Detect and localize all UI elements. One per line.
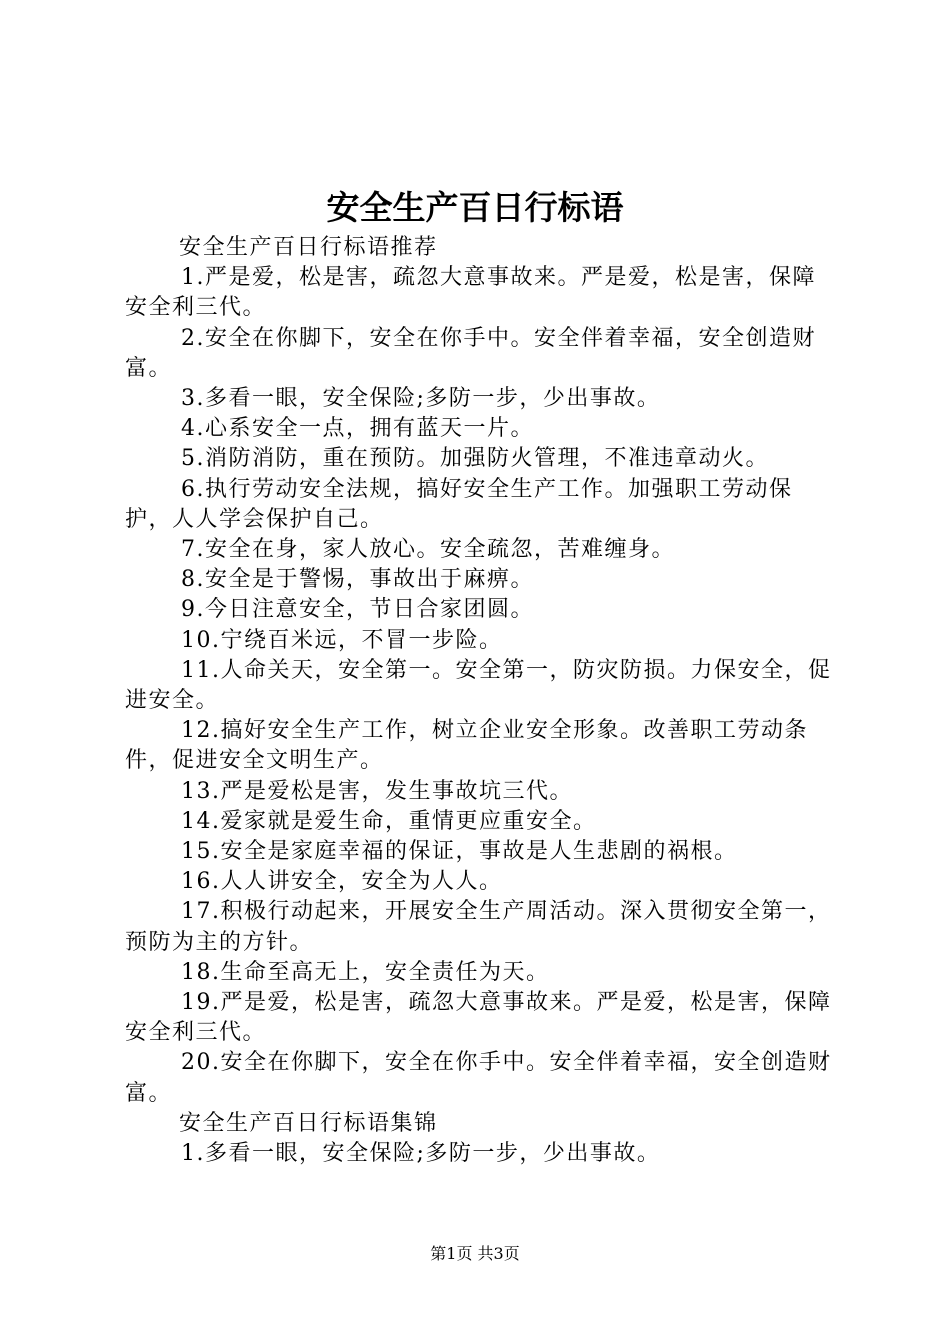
section-heading: 安全生产百日行标语集锦 <box>179 1110 438 1136</box>
slogan-item: 12.搞好安全生产工作，树立企业安全形象。改善职工劳动条件，促进安全文明生产。 <box>125 718 808 774</box>
page-footer: 第1页 共3页 <box>430 1244 520 1263</box>
slogan-item: 13.严是爱松是害，发生事故坑三代。 <box>181 778 573 804</box>
slogan-item: 14.爱家就是爱生命，重情更应重安全。 <box>181 808 597 834</box>
slogan-item: 19.严是爱，松是害，疏忽大意事故来。严是爱，松是害，保障安全利三代。 <box>125 990 832 1046</box>
slogan-item: 15.安全是家庭幸福的保证，事故是人生悲剧的祸根。 <box>181 839 738 865</box>
slogan-item: 2.安全在你脚下，安全在你手中。安全伴着幸福，安全创造财富。 <box>125 325 816 381</box>
slogan-item: 9.今日注意安全，节日合家团圆。 <box>181 597 534 623</box>
slogan-item: 4.心系安全一点，拥有蓝天一片。 <box>181 416 534 442</box>
section-heading: 安全生产百日行标语推荐 <box>179 235 438 260</box>
slogan-item: 5.消防消防，重在预防。加强防火管理，不准违章动火。 <box>181 446 769 472</box>
slogan-item: 3.多看一眼，安全保险;多防一步，少出事故。 <box>181 386 661 412</box>
slogan-item: 6.执行劳动安全法规，搞好安全生产工作。加强职工劳动保护，人人学会保护自己。 <box>125 476 793 532</box>
document-body <box>125 233 835 1169</box>
slogan-item: 20.安全在你脚下，安全在你手中。安全伴着幸福，安全创造财富。 <box>125 1050 832 1106</box>
slogan-item: 1.严是爱，松是害，疏忽大意事故来。严是爱，松是害，保障安全利三代。 <box>125 265 816 321</box>
slogan-item: 11.人命关天，安全第一。安全第一，防灾防损。力保安全，促进安全。 <box>125 657 832 714</box>
slogan-item: 17.积极行动起来，开展安全生产周活动。深入贯彻安全第一，预防为主的方针。 <box>125 899 832 955</box>
slogan-item: 1.多看一眼，安全保险;多防一步，少出事故。 <box>181 1141 661 1167</box>
slogan-item: 16.人人讲安全，安全为人人。 <box>181 869 503 895</box>
slogan-item: 8.安全是于警惕，事故出于麻痹。 <box>181 567 534 593</box>
slogan-item: 7.安全在身，家人放心。安全疏忽，苦难缠身。 <box>181 537 675 563</box>
document-title: 安全生产百日行标语 <box>326 188 624 227</box>
slogan-item: 10.宁绕百米远，不冒一步险。 <box>181 627 503 653</box>
slogan-item: 18.生命至高无上，安全责任为天。 <box>181 959 550 985</box>
